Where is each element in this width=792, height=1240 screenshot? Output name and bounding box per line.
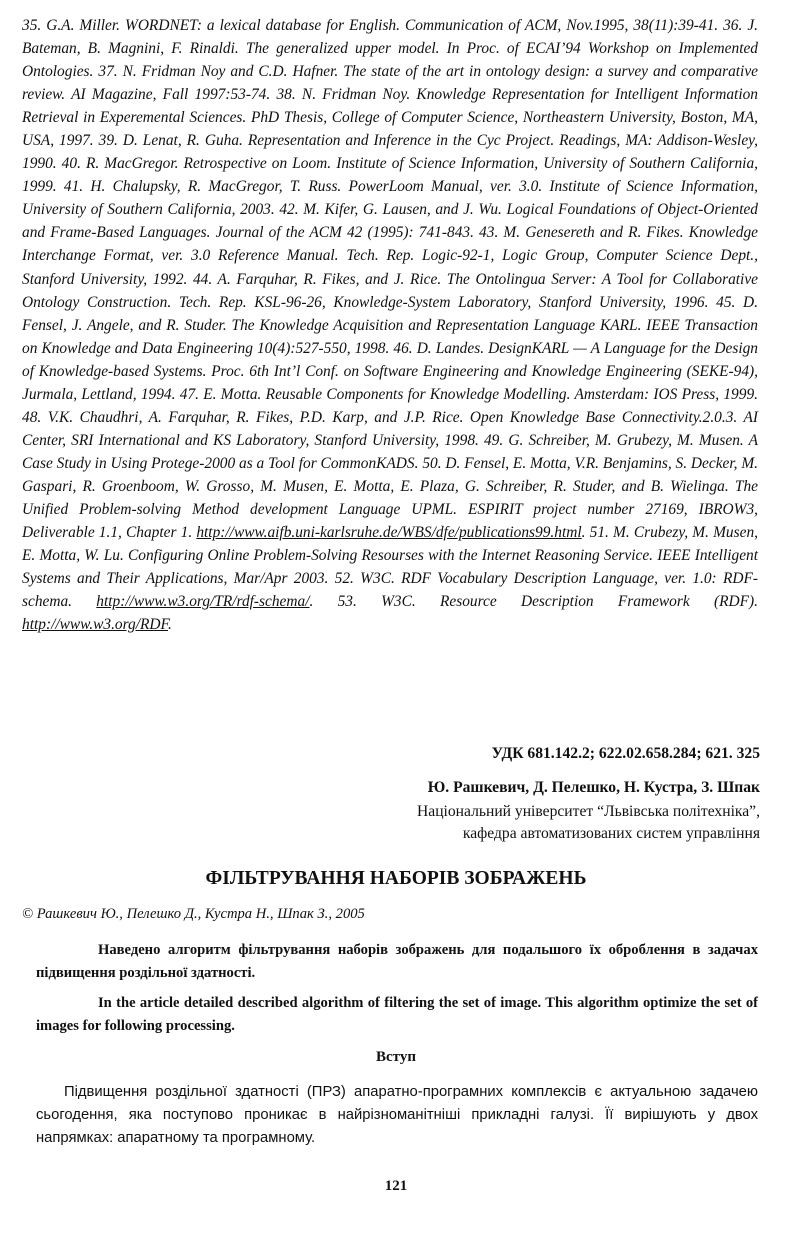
references-block bbox=[22, 14, 758, 636]
affiliation-line: кафедра автоматизованих систем управління bbox=[462, 825, 760, 842]
section-heading: Вступ bbox=[376, 1049, 416, 1065]
authors: Ю. Рашкевич, Д. Пелешко, Н. Кустра, З. Шпак bbox=[427, 779, 760, 796]
udc-code: УДК 681.142.2; 622.02.658.284; 621. 325 bbox=[491, 745, 760, 762]
affiliation-line: Національний університет “Львівська політехніка”, bbox=[417, 803, 760, 820]
copyright: © Рашкевич Ю., Пелешко Д., Кустра Н., Шпак З., 2005 bbox=[22, 906, 365, 922]
reference-link[interactable]: http://www.w3.org/RDF bbox=[22, 616, 168, 634]
reference-link[interactable]: http://www.aifb.uni-karlsruhe.de/WBS/dfe/publications99.html bbox=[196, 524, 582, 542]
affiliation bbox=[417, 801, 760, 845]
abstract-ukrainian: Наведено алгоритм фільтрування наборів зображень для подальшого їх оброблення в задачах підвищення роздільної здатності. bbox=[36, 942, 758, 981]
article-title: ФІЛЬТРУВАННЯ НАБОРІВ ЗОБРАЖЕНЬ bbox=[205, 868, 587, 889]
page-number: 121 bbox=[384, 1178, 408, 1194]
reference-link[interactable]: http://www.w3.org/TR/rdf-schema/ bbox=[96, 593, 310, 611]
references-text: . bbox=[167, 616, 172, 634]
intro-paragraph: Підвищення роздільної здатності (ПРЗ) апаратно-програмних комплексів є актуальною задачею сьогодення, яка поступово проникає в найрізноманітніші прикладні галузі. Її вирішують у двох напрямках: апаратному та програмному. bbox=[36, 1084, 758, 1146]
abstract-english: In the article detailed described algorithm of filtering the set of image. This algorithm optimize the set of images for following processing. bbox=[36, 995, 758, 1034]
references-text: . 53. W3C. Resource Description Framework (RDF). bbox=[309, 593, 758, 611]
references-text: . 51. M. Crubezy, M. Musen, E. Motta, W. Lu. Configuring Online Problem-Solving Resourses with the Internet Reasoning Service. IEEE Intelligent Systems and Their Applications, Mar/Apr 2003. 52. W3C. RDF Vocabulary Description Language, ver. 1.0: RDF-schema. bbox=[22, 524, 758, 611]
references-text: 35. G.A. Miller. WORDNET: a lexical database for English. Communication of ACM, Nov.1995, 38(11):39-41. 36. J. Bateman, B. Magnini, F. Rinaldi. The generalized upper model. In Proc. of ECAI’94 Workshop on Implemented Ontologies. 37. N. Fridman Noy and C.D. Hafner. The state of the art in ontology design: a survey and comparative review. AI Magazine, Fall 1997:53-74. 38. N. Fridman Noy. Knowledge Representation for Intelligent Information Retrieval in Experemental Sciences. PhD Thesis, College of Computer Science, Northeastern University, Boston, MA, USA, 1997. 39. D. Lenat, R. Guha. Representation and Inference in the Cyc Project. Readings, MA: Addison-Wesley, 1990. 40. R. MacGregor. Retrospective on Loom. Institute of Science Information, University of Southern California, 1999. 41. H. Chalupsky, R. MacGregor, T. Russ. PowerLoom Manual, ver. 3.0. Institute of Science Information, University of Southern California, 2003. 42. M. Kifer, G. Lausen, and J. Wu. Logical Foundations of Object-Oriented and Frame-Based Languages. Journal of the ACM 42 (1995): 741-843. 43. M. Genesereth and R. Fikes. Knowledge Interchange Format, ver. 3.0 Reference Manual. Tech. Rep. Logic-92-1, Logic Group, Computer Science Dept., Stanford University, 1992. 44. A. Farquhar, R. Fikes, and J. Rice. The Ontolingua Server: A Tool for Collaborative Ontology Construction. Tech. Rep. KSL-96-26, Knowledge-System Laboratory, Stanford University, 1996. 45. D. Fensel, J. Angele, and R. Studer. The Knowledge Acquisition and Representation Language KARL. IEEE Transaction on Knowledge and Data Engineering 10(4):527-550, 1998. 46. D. Landes. DesignKARL — A Language for the Design of Knowledge-based Systems. Proc. 6th Int’l Conf. on Software Engineering and Knowledge Engineering (SEKE-94), Jurmala, Lettland, 1994. 47. E. Motta. Reusable Components for Knowledge Modelling. Amsterdam: IOS Press, 1999. 48. V.K. Chaudhri, A. Farquhar, R. Fikes, P.D. Karp, and J.P. Rice. Open Knowledge Base Connectivity.2.0.3. AI Center, SRI International and KS Laboratory, Stanford University, 1998. 49. G. Schreiber, M. Grubezy, M. Musen. A Case Study in Using Protege-2000 as a Tool for CommonKADS. 50. D. Fensel, E. Motta, V.R. Benjamins, S. Decker, M. Gaspari, R. Groenboom, W. Grosso, M. Musen, E. Motta, E. Plaza, G. Schreiber, R. Studer, and B. Wielinga. The Unified Problem-solving Method development Language UPML. ESPIRIT project number 27169, IBROW3, Deliverable 1.1, Chapter 1. bbox=[22, 17, 758, 542]
